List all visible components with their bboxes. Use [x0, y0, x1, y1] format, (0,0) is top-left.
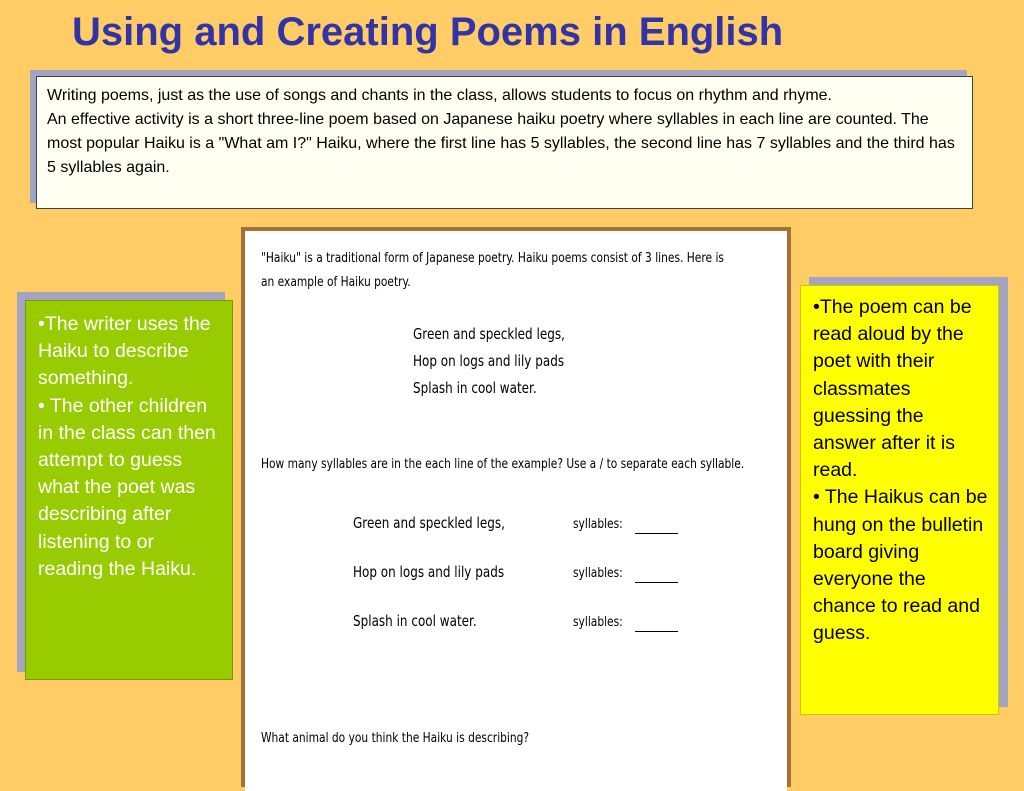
- syllables-label: syllables:: [573, 566, 623, 581]
- syllables-label: syllables:: [573, 615, 623, 630]
- final-question: What animal do you think the Haiku is describing?: [261, 731, 530, 746]
- syllables-answer-blank[interactable]: [635, 582, 678, 583]
- left-note-box: [25, 300, 233, 680]
- exercise-line: Splash in cool water.: [353, 612, 477, 630]
- syllables-answer-blank[interactable]: [635, 631, 678, 632]
- worksheet-intro-line: an example of Haiku poetry.: [261, 275, 411, 290]
- right-bullet: • The Haikus can be hung on the bulletin board giving everyone the chance to read and guess.: [813, 486, 988, 645]
- syllable-question: How many syllables are in the each line of the example? Use a / to separate each syllable.: [261, 457, 745, 472]
- poem-line: Green and speckled legs,: [413, 325, 565, 343]
- poem-line: Hop on logs and lily pads: [413, 352, 565, 370]
- left-bullet: • The other children in the class can then attempt to guess what the poet was describing after listening to or reading the Haiku.: [38, 394, 216, 580]
- syllables-answer-blank[interactable]: [635, 533, 678, 534]
- worksheet-intro-line: "Haiku" is a traditional form of Japanese poetry. Haiku poems consist of 3 lines. Here is: [261, 251, 724, 266]
- left-bullet: •The writer uses the Haiku to describe something.: [38, 313, 211, 390]
- example-poem: [413, 321, 565, 402]
- exercise-line: Hop on logs and lily pads: [353, 563, 505, 581]
- right-note-box: [800, 285, 999, 715]
- right-bullet: •The poem can be read aloud by the poet with their classmates guessing the answer after it is read.: [813, 296, 972, 482]
- slide-title: Using and Creating Poems in English: [72, 10, 784, 54]
- intro-paragraph: Writing poems, just as the use of songs and chants in the class, allows students to focus on rhythm and rhyme.: [47, 87, 832, 104]
- poem-line: Splash in cool water.: [413, 379, 537, 397]
- intro-text-box: [36, 76, 973, 209]
- intro-paragraph: An effective activity is a short three-line poem based on Japanese haiku poetry where syllables in each line are counted. The most popular Haiku is a "What am I?" Haiku, where the first line has 5 syllables, the second line has 7 syllables and the third has 5 syllables again.: [47, 111, 955, 176]
- exercise-line: Green and speckled legs,: [353, 514, 505, 532]
- haiku-worksheet: [245, 231, 787, 791]
- syllables-label: syllables:: [573, 517, 623, 532]
- worksheet-intro: [261, 247, 724, 295]
